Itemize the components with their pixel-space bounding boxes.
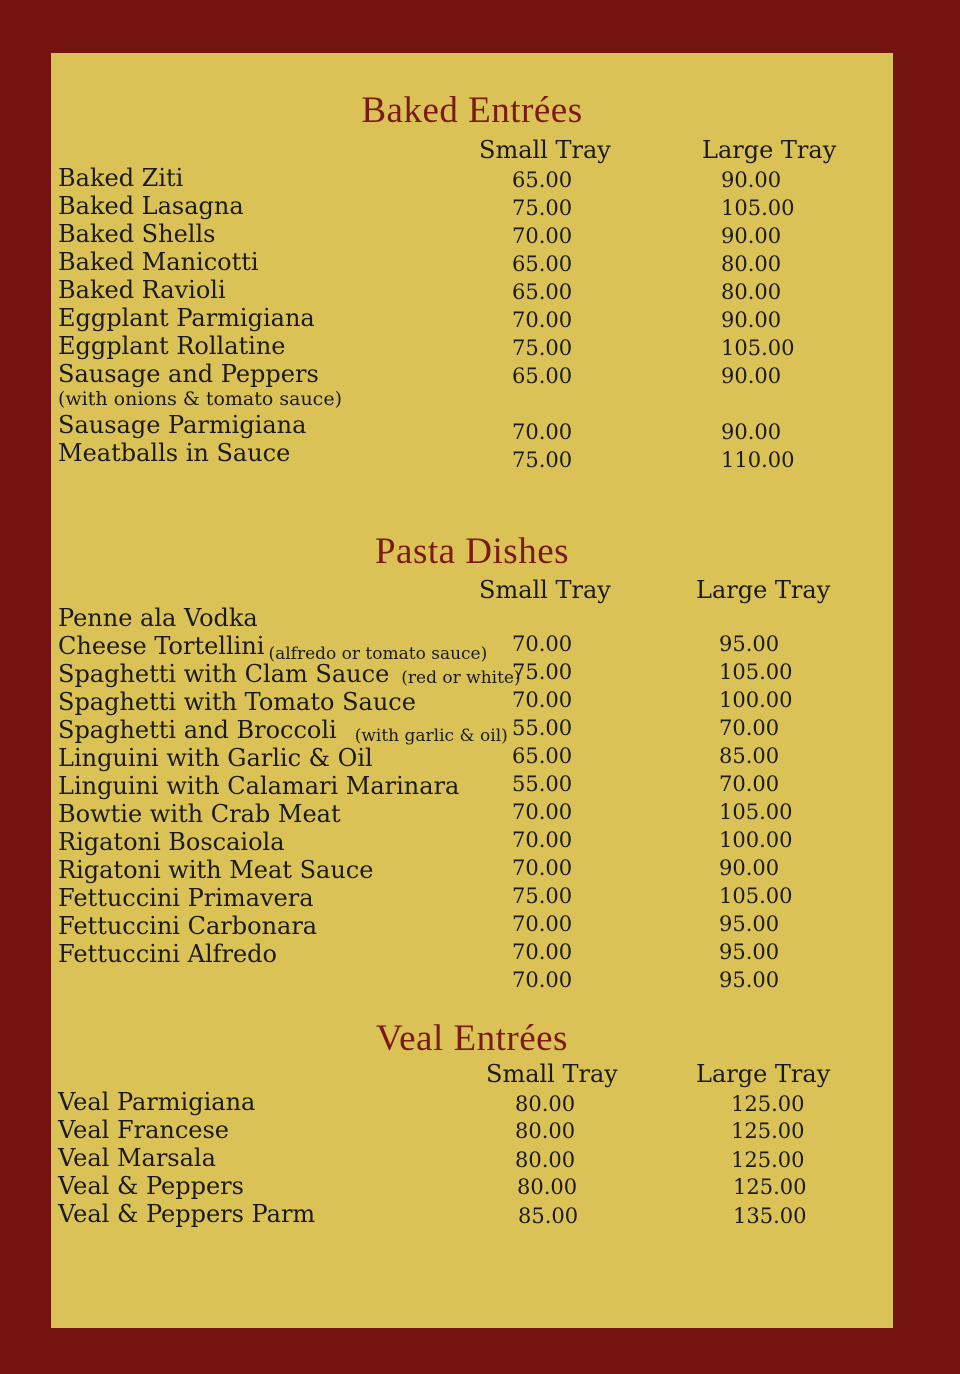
pasta-large-price: 95.00: [719, 940, 780, 964]
pasta-small-price: 75.00: [512, 660, 573, 684]
pasta-large-price: 95.00: [719, 968, 780, 992]
baked-item-small-price: 75.00: [512, 448, 573, 472]
baked-item-name: Sausage and Peppers: [58, 360, 319, 388]
baked-large-tray-header: Large Tray: [702, 136, 837, 164]
veal-large-tray-header: Large Tray: [696, 1060, 831, 1088]
baked-item-small-price: 70.00: [512, 224, 573, 248]
pasta-item: [58, 716, 508, 747]
pasta-item-name: Linguini with Garlic & Oil: [58, 744, 373, 772]
baked-item-large-price: 90.00: [721, 224, 782, 248]
baked-item-name: Eggplant Rollatine: [58, 332, 286, 360]
veal-entrees-title: Veal Entrées: [376, 1018, 568, 1059]
pasta-item-name: Spaghetti and Broccoli: [58, 716, 337, 744]
pasta-small-price: 65.00: [512, 744, 573, 768]
baked-item-small-price: 65.00: [512, 280, 573, 304]
baked-item-name: Baked Ravioli: [58, 276, 226, 304]
pasta-small-price: 70.00: [512, 856, 573, 880]
pasta-item-name: Spaghetti with Clam Sauce: [58, 660, 390, 688]
pasta-small-price: 70.00: [512, 632, 573, 656]
baked-item-large-price: 90.00: [721, 364, 782, 388]
veal-item-name: Veal & Peppers Parm: [58, 1200, 316, 1228]
veal-item-name: Veal Marsala: [58, 1144, 216, 1172]
veal-item-small-price: 80.00: [515, 1092, 576, 1116]
pasta-large-price: 70.00: [719, 772, 780, 796]
baked-item-name: Sausage Parmigiana: [58, 411, 307, 439]
pasta-small-price: 75.00: [512, 884, 573, 908]
pasta-item-name: Bowtie with Crab Meat: [58, 800, 341, 828]
pasta-large-price: 100.00: [719, 688, 793, 712]
pasta-large-price: 90.00: [719, 856, 780, 880]
veal-item-small-price: 80.00: [517, 1175, 578, 1199]
baked-item-small-price: 65.00: [512, 364, 573, 388]
baked-item-large-price: 90.00: [721, 308, 782, 332]
baked-item-name: Baked Lasagna: [58, 192, 244, 220]
pasta-item-name: Fettuccini Carbonara: [58, 912, 318, 940]
baked-entrees-title: Baked Entrées: [361, 90, 583, 131]
pasta-small-price: 70.00: [512, 688, 573, 712]
pasta-item-note: (alfredo or tomato sauce): [268, 644, 488, 664]
pasta-dishes-title: Pasta Dishes: [374, 531, 570, 572]
pasta-item-note: (with garlic & oil): [354, 726, 508, 746]
pasta-large-price: 100.00: [719, 828, 793, 852]
pasta-small-price: 55.00: [512, 716, 573, 740]
veal-small-tray-header: Small Tray: [486, 1060, 618, 1088]
veal-item-small-price: 80.00: [515, 1119, 576, 1143]
baked-item-large-price: 80.00: [721, 280, 782, 304]
veal-item-large-price: 125.00: [731, 1148, 805, 1172]
baked-item-small-price: 65.00: [512, 252, 573, 276]
pasta-small-price: 70.00: [512, 912, 573, 936]
baked-item-name: Baked Shells: [58, 220, 216, 248]
pasta-small-price: 70.00: [512, 968, 573, 992]
baked-item-small-price: 75.00: [512, 336, 573, 360]
pasta-small-price: 70.00: [512, 940, 573, 964]
pasta-item-name: Fettuccini Alfredo: [58, 940, 277, 968]
pasta-large-tray-header: Large Tray: [696, 576, 831, 604]
pasta-large-price: 95.00: [719, 632, 780, 656]
baked-item-small-price: 65.00: [512, 168, 573, 192]
baked-item-name: Baked Ziti: [58, 164, 184, 192]
veal-item-large-price: 125.00: [731, 1092, 805, 1116]
veal-item-large-price: 125.00: [731, 1119, 805, 1143]
baked-small-tray-header: Small Tray: [479, 136, 611, 164]
pasta-large-price: 95.00: [719, 912, 780, 936]
pasta-item-name: Spaghetti with Tomato Sauce: [58, 688, 416, 716]
pasta-item-name: Rigatoni with Meat Sauce: [58, 856, 374, 884]
veal-item-name: Veal & Peppers: [58, 1172, 244, 1200]
baked-item-large-price: 105.00: [721, 336, 795, 360]
baked-item-name: Eggplant Parmigiana: [58, 304, 315, 332]
baked-item-large-price: 90.00: [721, 420, 782, 444]
menu-panel: [51, 53, 893, 1328]
pasta-item-name: Penne ala Vodka: [58, 604, 258, 632]
pasta-small-price: 55.00: [512, 772, 573, 796]
pasta-small-price: 70.00: [512, 800, 573, 824]
veal-item-name: Veal Parmigiana: [58, 1088, 256, 1116]
baked-item-name: Meatballs in Sauce: [58, 439, 291, 467]
pasta-item-name: Cheese Tortellini: [58, 632, 265, 660]
veal-item-large-price: 135.00: [733, 1204, 807, 1228]
baked-item-small-price: 70.00: [512, 308, 573, 332]
pasta-small-price: 70.00: [512, 828, 573, 852]
baked-item-large-price: 80.00: [721, 252, 782, 276]
pasta-large-price: 70.00: [719, 716, 780, 740]
pasta-item-name: Fettuccini Primavera: [58, 884, 314, 912]
pasta-item-note: (red or white): [401, 668, 521, 688]
sausage-peppers-note: (with onions & tomato sauce): [58, 388, 342, 410]
veal-item-small-price: 85.00: [518, 1204, 579, 1228]
baked-item-name: Baked Manicotti: [58, 248, 259, 276]
pasta-large-price: 85.00: [719, 744, 780, 768]
baked-item-small-price: 75.00: [512, 196, 573, 220]
pasta-item: [58, 632, 487, 663]
pasta-large-price: 105.00: [719, 660, 793, 684]
pasta-item-name: Rigatoni Boscaiola: [58, 828, 285, 856]
veal-item-large-price: 125.00: [733, 1175, 807, 1199]
pasta-item-name: Linguini with Calamari Marinara: [58, 772, 460, 800]
baked-item-large-price: 105.00: [721, 196, 795, 220]
baked-item-small-price: 70.00: [512, 420, 573, 444]
veal-item-name: Veal Francese: [58, 1116, 229, 1144]
pasta-large-price: 105.00: [719, 800, 793, 824]
baked-item-large-price: 110.00: [721, 448, 795, 472]
pasta-item: [58, 660, 521, 691]
pasta-large-price: 105.00: [719, 884, 793, 908]
baked-item-large-price: 90.00: [721, 168, 782, 192]
pasta-small-tray-header: Small Tray: [479, 576, 611, 604]
veal-item-small-price: 80.00: [515, 1148, 576, 1172]
